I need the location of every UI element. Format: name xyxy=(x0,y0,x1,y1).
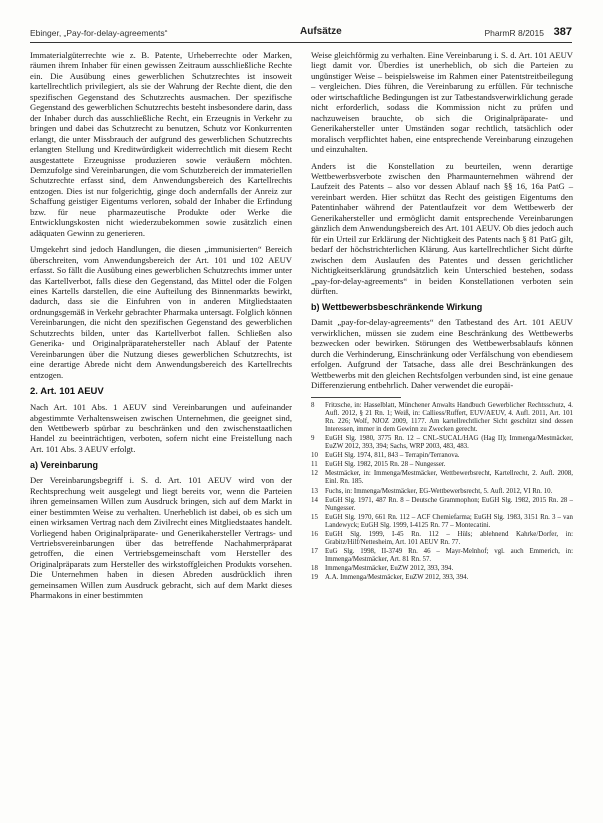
footnote xyxy=(311,531,573,547)
footnotes xyxy=(311,402,573,583)
footnote xyxy=(311,461,573,469)
footnote-text: Fuchs, in: Immenga/Mestmäcker, EG-Wettbewerbsrecht, 5. Aufl. 2012, VI Rn. 10. xyxy=(325,487,553,495)
header-journal: PharmR 8/2015 xyxy=(484,28,544,38)
footnote-number: 9 xyxy=(311,434,315,442)
footnote-number: 12 xyxy=(311,470,318,478)
header-section: Aufsätze xyxy=(300,26,342,37)
footnote-number: 19 xyxy=(311,574,318,582)
footnote xyxy=(311,452,573,460)
footnote-number: 17 xyxy=(311,548,318,556)
header-rule xyxy=(30,42,572,43)
footnote-text: Fritzsche, in: Hasselblatt, Münchener Anwalts Handbuch Gewerblicher Rechtsschutz, 4. Aufl. 2012, § 21 Rn. 1; Weiß, in: Calliess/Ruffert, EUV/AEUV, 4. Aufl. 2011, Art. 101 Rn. 226; Wolf, NJOZ 2009, 1177. Am kartellrechtlicher Sicht geschützt sind dessen Interessen, immer in dem Gewinn zu Zwecken gerecht. xyxy=(325,401,573,433)
footnote xyxy=(311,470,573,486)
footnote-number: 14 xyxy=(311,496,318,504)
footnote-text: EuGH Slg. 1982, 2015 Rn. 28 – Nungesser. xyxy=(325,461,446,469)
footnote xyxy=(311,435,573,451)
subsection-heading: b) Wettbewerbsbeschränkende Wirkung xyxy=(311,302,483,313)
subsection-heading: a) Vereinbarung xyxy=(30,460,99,471)
footnote-number: 16 xyxy=(311,531,318,538)
header-author: Ebinger, „Pay-for-delay-agreements“ xyxy=(30,28,168,38)
footnote-rule xyxy=(311,397,401,398)
footnote-number: 11 xyxy=(311,461,318,469)
footnote-text: EuGH Slg. 1971, 487 Rn. 8 – Deutsche Grammophon; EuGH Slg. 1982, 2015 Rn. 28 – Nungesser. xyxy=(325,496,573,512)
footnote xyxy=(311,497,573,513)
footnote-number: 10 xyxy=(311,452,318,460)
footnote-text: EuG Slg. 1998, II-3749 Rn. 46 – Mayr-Melnhof; vgl. auch Emmerich, in: Immenga/Mestmäcker, Art. 81 Rn. 57. xyxy=(325,548,573,564)
footnote-text: EuGH Slg. 1999, I-45 Rn. 112 – Hüls; ablehnend Kahrke/Dorfer, in: Grabitz/Hilf/Nettesheim, Art. 101 AEUV Rn. 77. xyxy=(325,531,573,547)
right-column xyxy=(311,50,573,584)
footnote-number: 13 xyxy=(311,487,318,495)
footnote xyxy=(311,574,573,582)
page-number: 387 xyxy=(553,26,572,38)
footnote-text: A.A. Immenga/Mestmäcker, EuZW 2012, 393, 394. xyxy=(325,574,469,582)
footnote-text: EuGH Slg. 1974, 811, 843 – Terrapin/Terranova. xyxy=(325,452,460,460)
footnote-text: Immenga/Mestmäcker, EuZW 2012, 393, 394. xyxy=(325,565,454,573)
body-paragraph: Der Vereinbarungsbegriff i. S. d. Art. 101 AEUV wird von der Rechtsprechung weit ausgelegt und liegt bereits vor, wenn die Parteien ihren gemeinsamen Willen zum Ausdruck bringen, sich auf dem Markt in einer bestimmten Weise zu verhalten. Unerheblich ist dabei, ob es sich um einen wirksamen Vertrag nach dem Zivilrecht eines Mitgliedstaates handelt. Vorliegend haben Originalpräparate- und Generikahersteller Vertrags- und Vertriebsvereinbarungen über das betreffende Nachahmerpräparat getroffen, die einen Vertriebsgemeinschaft vom Hersteller des Originalpräparats zum Hersteller des wirkstoffgleichen Produkts vorsehen. Die Unternehmen haben in diesen Abreden ausdrücklich ihren gemeinsamen Willen zum Ausdruck gebracht, sich auf dem Markt dieses Pharmakons in einer bestimmten xyxy=(30,475,292,601)
body-paragraph: Damit „pay-for-delay-agreements“ den Tatbestand des Art. 101 AEUV verwirklichen, müssen sie zudem eine Beschränkung des Wettbewerbs bezwecken oder bewirken. Störungen des Wettbewerbsablaufs können durch die Verhinderung, Einschränkung oder Verfälschung von ebendiesem erfolgen. Aufgrund der Tatsache, dass alle drei Beschränkungen des Wettbewerbs mit den gleichen Rechtsfolgen verbunden sind, ist eine genaue Differenzierung entbehrlich. Daher verwendet die europäi- xyxy=(311,317,573,391)
body-paragraph: Immaterialgüterrechte wie z. B. Patente, Urheberrechte oder Marken, räumen ihrem Inhaber für einen gewissen Zeitraum ausschließliche Rechte ein. Die Ausübung eines gewerblichen Schutzrechtes ist insoweit kartellrechtlich privilegiert, als sie der Wahrung der Rechte dient, die den spezifischen Gegenstand des Schutzrechts ausmachen. Der spezifische Gegenstand des gewerblichen Schutzrechts besteht insbesondere darin, dass der Inhaber durch das ausschließliche Recht, ein Erzeugnis in Verkehr zu bringen und dabei das Schutzrecht zu benutzen, Schutz vor Konkurrenten erlangt, die unter Missbrauch der aufgrund des gewerblichen Schutzrechts erlangten Stellung und Kreditwürdigkeit widerrechtlich mit diesem Recht ausgestattete Erzeugnisse produzieren sowie veräußern möchten. Demzufolge sind Vereinbarungen, die vom Schutzbereich der immateriellen Schutzrechte erfasst sind, dem Anwendungsbereich des Kartellrechts entzogen. Dies ist nur folgerichtig, ginge doch andernfalls der Anreiz zur Schaffung geistiger Eigentums verloren, sobald der Inhaber die Erfindung bzw. für neue pharmazeutische Produkte oder Werke die Entwicklungskosten nicht wiederzubekommen sowie zusätzlich einen adäquaten Gewinn zu generieren. xyxy=(30,50,292,238)
body-paragraph: Anders ist die Konstellation zu beurteilen, wenn derartige Wettbewerbsverbote zwischen den Pharmaunternehmen während der Laufzeit des Patents – also vor dessen Ablauf nach §§ 16, 16a PatG – vereinbart werden. Hier schützt das Recht des geistigen Eigentums den Patentinhaber während der Patentlaufzeit vor dem Wettbewerb der Generikahersteller und ermöglicht damit entsprechende Vereinbarungen gänzlich dem Anwendungsbereich des Art. 101 AEUV. Ob dies jedoch auch für ein Urteil zur Erklärung der Nichtigkeit des Patents nach § 81 PatG gilt, bedarf der höchstrichterlichen Klärung. Aus kartellrechtlicher Sicht dürfte zwischen dem Auslaufen des Patentes und dessen gerichtlicher Nichtigkeitserklärung grundsätzlich kein Unterschied bestehen, sodass „pay-for-delay-agreements“ in beiden Konstellationen verboten sein dürften. xyxy=(311,160,573,296)
left-column xyxy=(30,50,292,607)
footnote-number: 18 xyxy=(311,565,318,573)
footnote xyxy=(311,488,573,496)
section-heading: 2. Art. 101 AEUV xyxy=(30,386,104,398)
running-header xyxy=(30,26,572,42)
footnote xyxy=(311,548,573,564)
footnote-text: Mestmäcker, in: Immenga/Mestmäcker, Wettbewerbsrecht, Kartellrecht, 2. Aufl. 2008, Einl. Rn. 185. xyxy=(325,470,573,486)
body-paragraph: Nach Art. 101 Abs. 1 AEUV sind Vereinbarungen und aufeinander abgestimmte Verhaltensweisen zwischen Unternehmen, die geeignet sind, den Wettbewerb spürbar zu beschränken und den zwischenstaatlichen Handel zu beeinträchtigen, verboten, sofern nicht eine Freistellung nach Art. 101 Abs. 3 AEUV erfolgt. xyxy=(30,402,292,454)
footnote-text: EuGH Slg. 1980, 3775 Rn. 12 – CNL-SUCAL/HAG (Hag II); Immenga/Mestmäcker, EuZW 2012, 393, 394; Sachs, WRP 2003, 483, 483. xyxy=(325,434,573,451)
footnote xyxy=(311,565,573,573)
body-paragraph: Umgekehrt sind jedoch Handlungen, die diesen „immunisierten“ Bereich überschreiten, vom Anwendungsbereich der Art. 101 und 102 AEUV erfasst. So fällt die Ausübung eines gewerblichen Schutzrechts immer unter das Kartellverbot, falls diese den Gegenstand, das Mittel oder die Folgen eines Kartells darstellen, die eine Aufteilung des Binnenmarkts bewirkt, dadurch, dass sie die Einfuhren von in anderen Mitgliedstaaten ordnungsgemäß in Verkehr gebrachter Pharmaka untersagt. Folglich können Vereinbarungen, die nicht den spezifischen Gegenstand des gewerblichen Schutzrechts bilden, unter das Kartellverbot fallen. Schließen also Generika- und Originalpräparatehersteller nach Ablauf der Patente Vereinbarungen über die Nutzung dieses gewerblichen Schutzrechts, ist eine derartige Abrede nicht dem Anwendungsbereich des Kartellrechts entzogen. xyxy=(30,244,292,380)
footnote-text: EuGH Slg. 1970, 661 Rn. 112 – ACF Chemiefarma; EuGH Slg. 1983, 3151 Rn. 3 – van Landewyck; EuGH Slg. 1999, I-4125 Rn. 77 – Montecatini. xyxy=(325,513,573,529)
footnote xyxy=(311,514,573,530)
footnote-number: 8 xyxy=(311,401,315,409)
body-paragraph: Weise gleichförmig zu verhalten. Eine Vereinbarung i. S. d. Art. 101 AEUV liegt damit vor. Überdies ist unerheblich, ob sich die Parteien zu ungünstiger Weise – beispielsweise im Rahmen einer Patentstreitbeilegung – vergleichen. Dies führen, die Vereinbarung zu erfüllen. Für technische oder wirtschaftliche Bedingungen ist zur Tatbestandsverwirklichung gerade nicht erforderlich, sodass die Kommission nicht zu prüfen und nachzuweisen brauchte, ob sich die Originalpräparate- und Generikahersteller unter Umständen sogar rechtlich, tatsächlich oder moralisch verpflichtet haben, eine entsprechende Vereinbarung einzugehen und einzuhalten. xyxy=(311,50,573,155)
footnote xyxy=(311,402,573,434)
footnote-number: 15 xyxy=(311,513,318,521)
